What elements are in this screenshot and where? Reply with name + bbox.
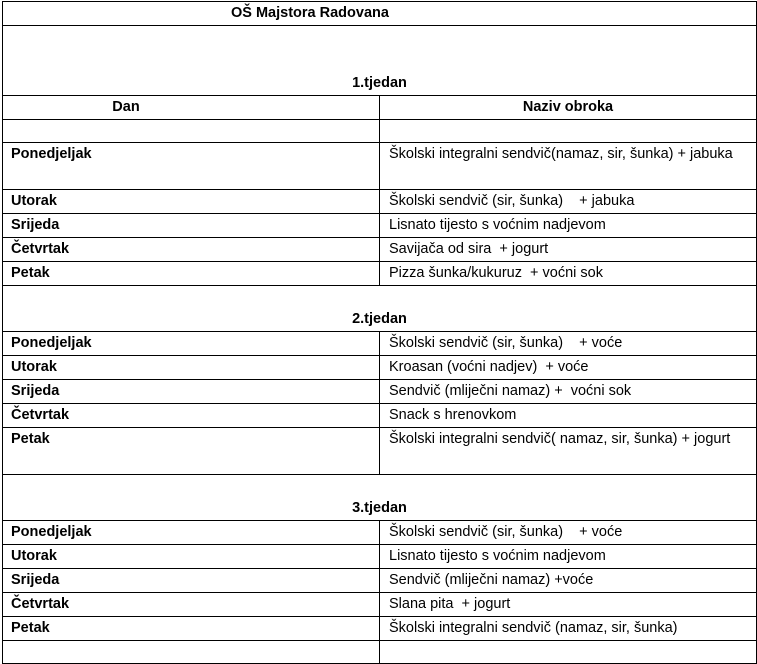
day-cell: Ponedjeljak bbox=[3, 332, 380, 356]
empty-cell bbox=[3, 641, 380, 664]
meal-cell: Školski sendvič (sir, šunka) + voće bbox=[380, 332, 757, 356]
meal-cell: Školski integralni sendvič(namaz, sir, šunka) + jabuka bbox=[380, 143, 757, 190]
table-row bbox=[3, 521, 757, 545]
title-row bbox=[3, 2, 757, 26]
day-cell: Četvrtak bbox=[3, 238, 380, 262]
meal-cell: Školski integralni sendvič (namaz, sir, šunka) bbox=[380, 617, 757, 641]
meal-cell: Savijača od sira + jogurt bbox=[380, 238, 757, 262]
school-title: OŠ Majstora Radovana bbox=[3, 2, 757, 26]
meal-cell: Sendvič (mliječni namaz) +voće bbox=[380, 569, 757, 593]
week-label: 3.tjedan bbox=[3, 475, 757, 521]
column-header-meal: Naziv obroka bbox=[380, 96, 757, 120]
week-header-row bbox=[3, 475, 757, 521]
table-row bbox=[3, 545, 757, 569]
meal-plan-table bbox=[2, 1, 757, 664]
meal-cell: Snack s hrenovkom bbox=[380, 404, 757, 428]
day-cell: Petak bbox=[3, 617, 380, 641]
empty-cell bbox=[3, 120, 380, 143]
table-row bbox=[3, 190, 757, 214]
empty-cell bbox=[380, 120, 757, 143]
day-cell: Petak bbox=[3, 428, 380, 475]
table-row bbox=[3, 593, 757, 617]
day-cell: Četvrtak bbox=[3, 404, 380, 428]
day-cell: Utorak bbox=[3, 356, 380, 380]
day-cell: Ponedjeljak bbox=[3, 521, 380, 545]
meal-cell: Sendvič (mliječni namaz) + voćni sok bbox=[380, 380, 757, 404]
meal-cell: Lisnato tijesto s voćnim nadjevom bbox=[380, 545, 757, 569]
empty-row bbox=[3, 120, 757, 143]
week-label: 1.tjedan bbox=[3, 26, 757, 96]
table-row bbox=[3, 143, 757, 190]
day-cell: Srijeda bbox=[3, 380, 380, 404]
table-row bbox=[3, 617, 757, 641]
day-cell: Utorak bbox=[3, 545, 380, 569]
empty-row bbox=[3, 641, 757, 664]
table-row bbox=[3, 356, 757, 380]
table-row bbox=[3, 380, 757, 404]
table-row bbox=[3, 569, 757, 593]
empty-cell bbox=[380, 641, 757, 664]
table-row bbox=[3, 238, 757, 262]
day-cell: Srijeda bbox=[3, 214, 380, 238]
meal-cell: Školski integralni sendvič( namaz, sir, šunka) + jogurt bbox=[380, 428, 757, 475]
week-label: 2.tjedan bbox=[3, 286, 757, 332]
day-cell: Srijeda bbox=[3, 569, 380, 593]
column-header-row bbox=[3, 96, 757, 120]
meal-cell: Lisnato tijesto s voćnim nadjevom bbox=[380, 214, 757, 238]
column-header-day: Dan bbox=[3, 96, 380, 120]
table-row bbox=[3, 428, 757, 475]
meal-cell: Slana pita + jogurt bbox=[380, 593, 757, 617]
table-row bbox=[3, 332, 757, 356]
day-cell: Petak bbox=[3, 262, 380, 286]
meal-cell: Pizza šunka/kukuruz + voćni sok bbox=[380, 262, 757, 286]
table-row bbox=[3, 262, 757, 286]
table-row bbox=[3, 214, 757, 238]
meal-cell: Školski sendvič (sir, šunka) + jabuka bbox=[380, 190, 757, 214]
week-header-row bbox=[3, 26, 757, 96]
meal-cell: Školski sendvič (sir, šunka) + voće bbox=[380, 521, 757, 545]
meal-cell: Kroasan (voćni nadjev) + voće bbox=[380, 356, 757, 380]
day-cell: Četvrtak bbox=[3, 593, 380, 617]
week-header-row bbox=[3, 286, 757, 332]
day-cell: Ponedjeljak bbox=[3, 143, 380, 190]
table-row bbox=[3, 404, 757, 428]
day-cell: Utorak bbox=[3, 190, 380, 214]
